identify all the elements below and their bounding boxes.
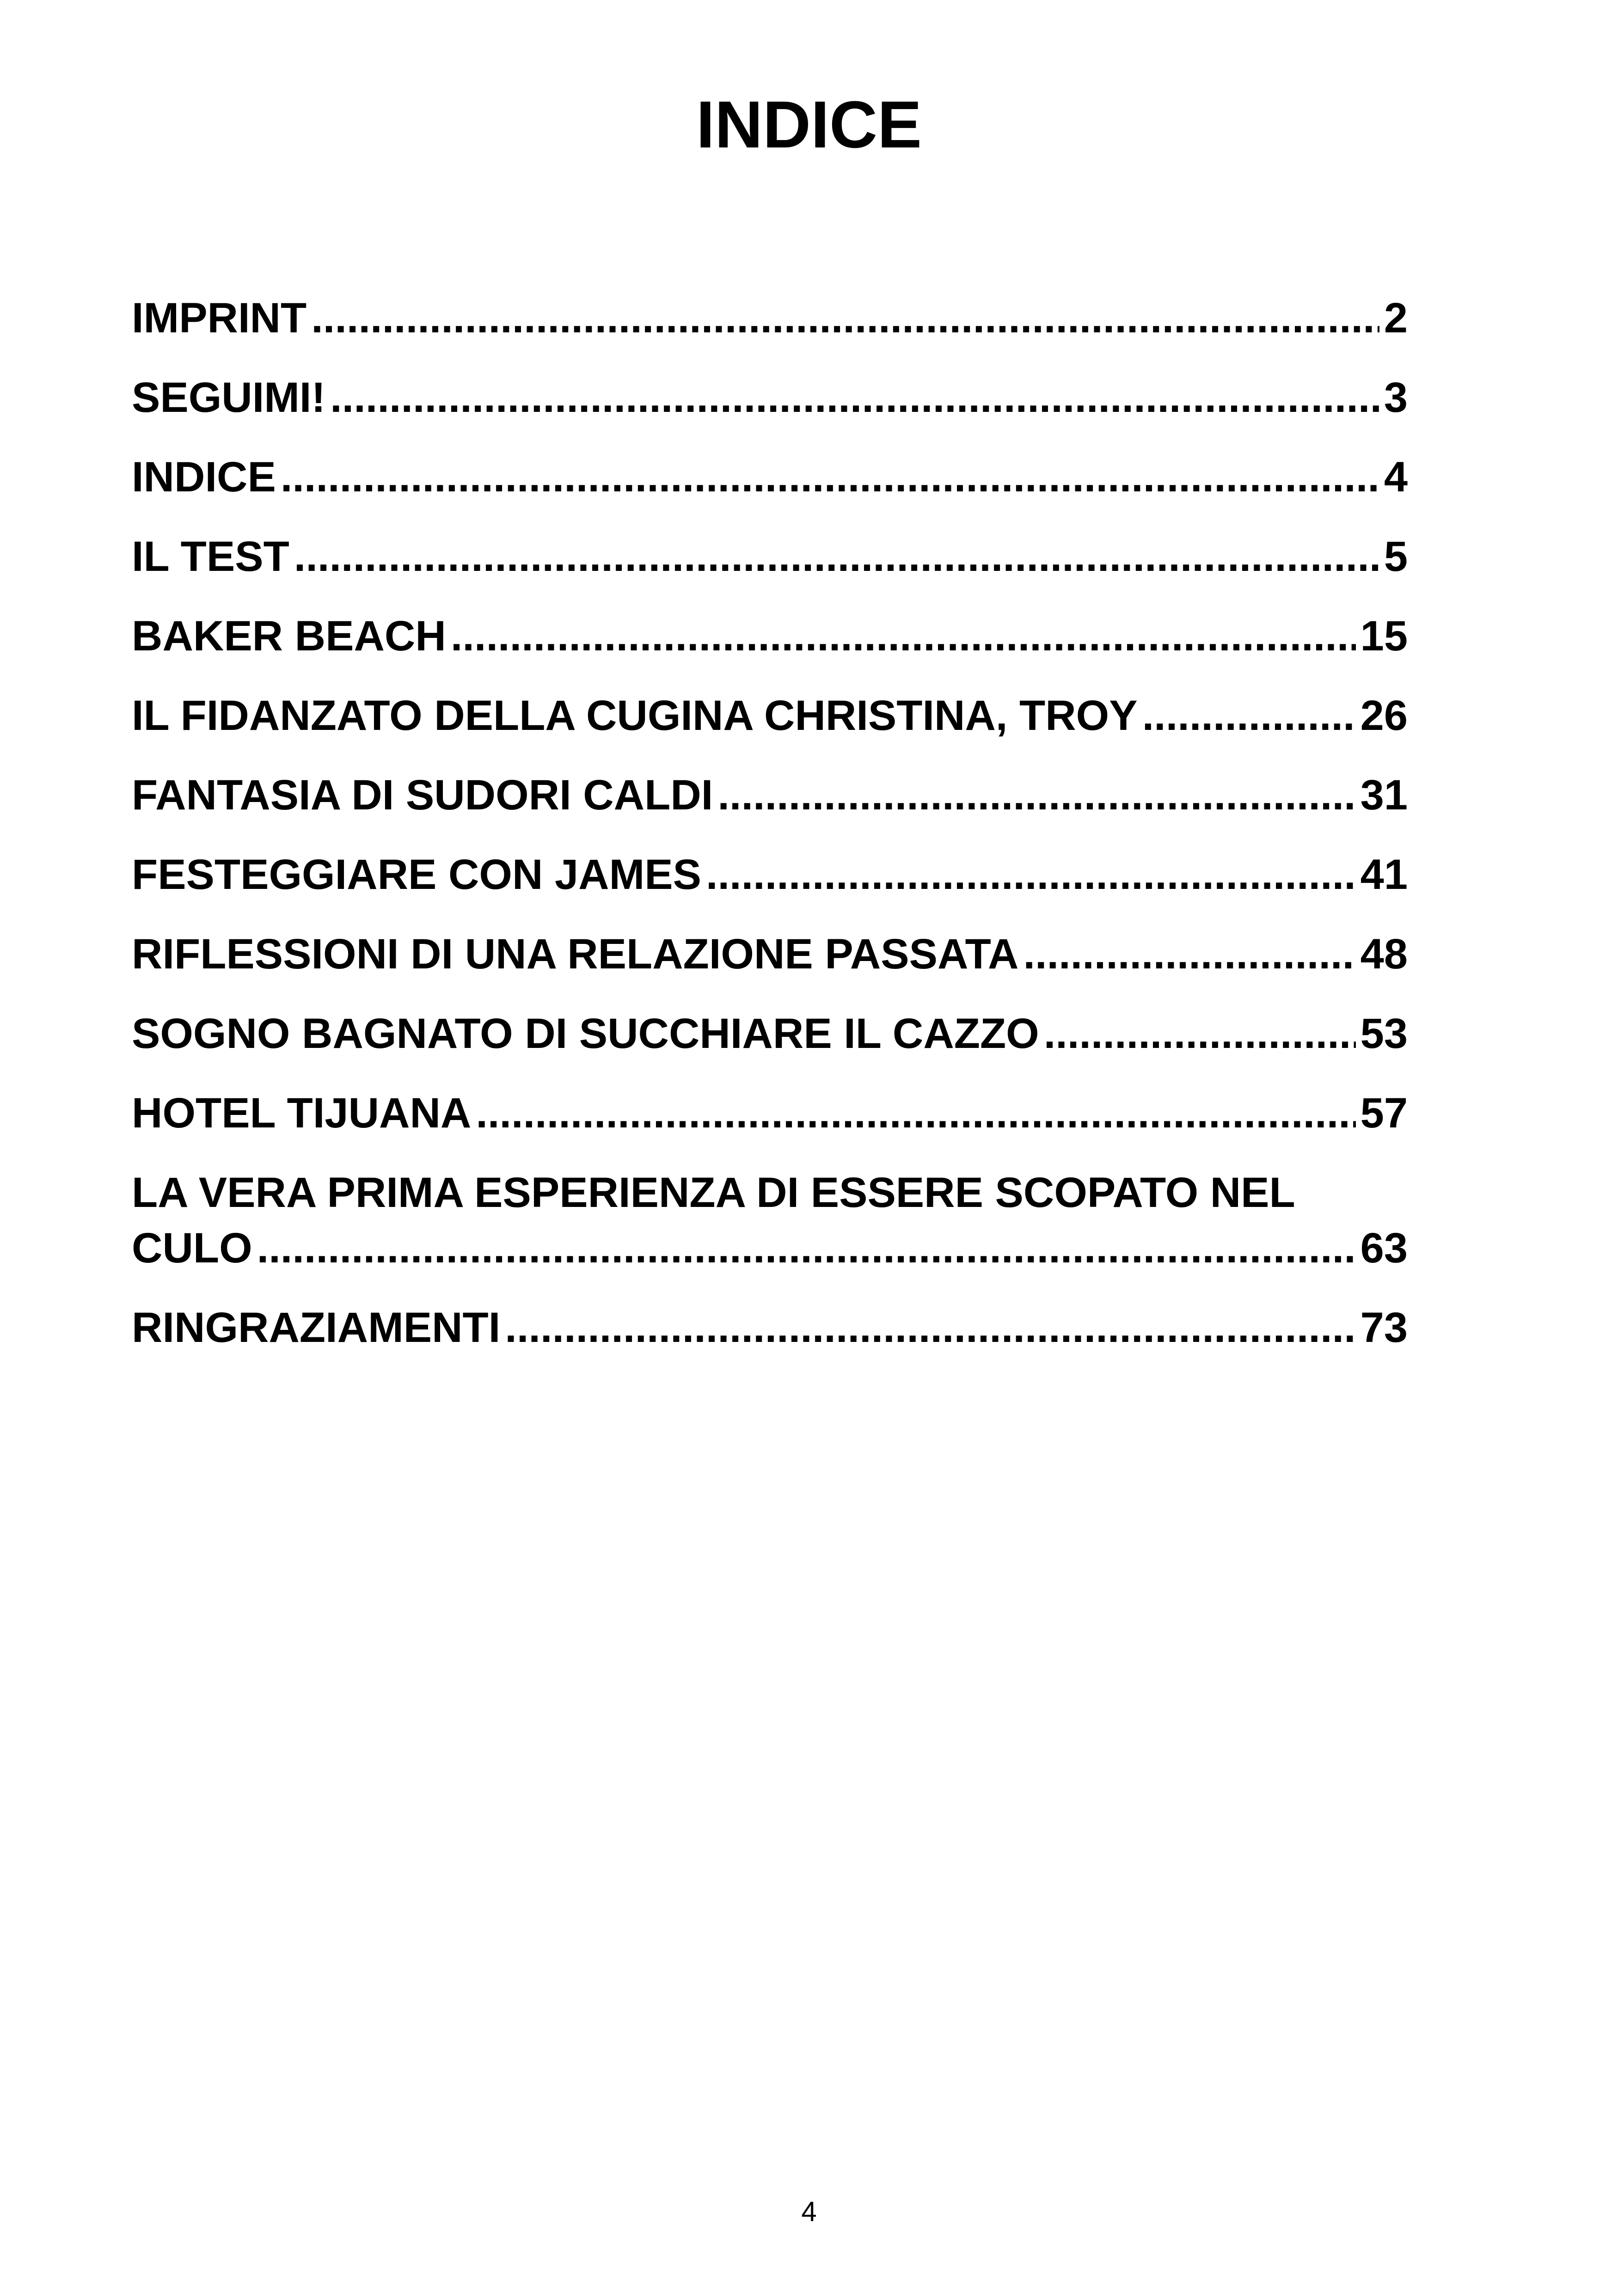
toc-entry-page: 41 [1360, 851, 1408, 898]
dot-leader [1023, 926, 1355, 982]
toc-entry-ringraziamenti[interactable] [132, 1300, 1408, 1355]
toc-entry-title: IL TEST [132, 533, 289, 580]
toc-entry-title: RINGRAZIAMENTI [132, 1304, 501, 1351]
toc-entry-il-test[interactable] [132, 529, 1408, 584]
dot-leader [1044, 1006, 1356, 1061]
toc-entry-indice[interactable] [132, 449, 1408, 505]
dot-leader [1142, 688, 1356, 743]
toc-entry-fantasia-sudori[interactable] [132, 767, 1408, 823]
toc-entry-imprint[interactable] [132, 290, 1408, 346]
dot-leader [505, 1300, 1355, 1355]
toc-entry-title: FESTEGGIARE CON JAMES [132, 851, 701, 898]
toc-entry-title: IL FIDANZATO DELLA CUGINA CHRISTINA, TROY [132, 692, 1138, 739]
toc-entry-riflessioni[interactable] [132, 926, 1408, 982]
page-title: INDICE [696, 87, 922, 162]
toc-entry-title: SOGNO BAGNATO DI SUCCHIARE IL CAZZO [132, 1010, 1039, 1057]
toc-entry-page: 15 [1360, 612, 1408, 660]
toc-entry-page: 73 [1360, 1304, 1408, 1351]
toc-entry-page: 3 [1384, 374, 1408, 421]
toc-entry-title: FANTASIA DI SUDORI CALDI [132, 771, 713, 819]
dot-leader [330, 370, 1379, 425]
toc-entry-hotel-tijuana[interactable] [132, 1085, 1408, 1141]
toc-entry-festeggiare-james[interactable] [132, 847, 1408, 902]
table-of-contents [132, 290, 1408, 1379]
dot-leader [706, 847, 1356, 902]
toc-entry-seguimi[interactable] [132, 370, 1408, 425]
toc-entry-sogno-bagnato[interactable] [132, 1006, 1408, 1061]
toc-entry-page: 57 [1360, 1090, 1408, 1137]
dot-leader [451, 608, 1356, 664]
dot-leader [717, 767, 1355, 823]
toc-entry-title: INDICE [132, 453, 276, 501]
toc-entry-fidanzato-cugina[interactable] [132, 688, 1408, 743]
toc-entry-title: SEGUIMI! [132, 374, 326, 421]
toc-entry-page: 53 [1360, 1010, 1408, 1057]
toc-entry-title: RIFLESSIONI DI UNA RELAZIONE PASSATA [132, 931, 1019, 978]
dot-leader [294, 529, 1379, 584]
dot-leader [281, 449, 1379, 505]
toc-entry-page: 63 [1360, 1225, 1408, 1272]
dot-leader [311, 290, 1379, 346]
toc-entry-title-line1: LA VERA PRIMA ESPERIENZA DI ESSERE SCOPATO NEL [132, 1169, 1295, 1216]
toc-entry-page: 26 [1360, 692, 1408, 739]
toc-entry-vera-prima-esperienza[interactable] [132, 1165, 1408, 1276]
toc-entry-baker-beach[interactable] [132, 608, 1408, 664]
dot-leader [257, 1220, 1356, 1276]
toc-entry-page: 48 [1360, 931, 1408, 978]
toc-entry-page: 4 [1384, 453, 1408, 501]
toc-entry-title: CULO [132, 1225, 252, 1272]
toc-entry-title: HOTEL TIJUANA [132, 1090, 472, 1137]
toc-entry-page: 31 [1360, 771, 1408, 819]
toc-entry-title: IMPRINT [132, 294, 307, 342]
toc-entry-title: BAKER BEACH [132, 612, 446, 660]
toc-entry-page: 2 [1384, 294, 1408, 342]
dot-leader [476, 1085, 1355, 1141]
page-number: 4 [801, 2196, 817, 2227]
toc-entry-page: 5 [1384, 533, 1408, 580]
